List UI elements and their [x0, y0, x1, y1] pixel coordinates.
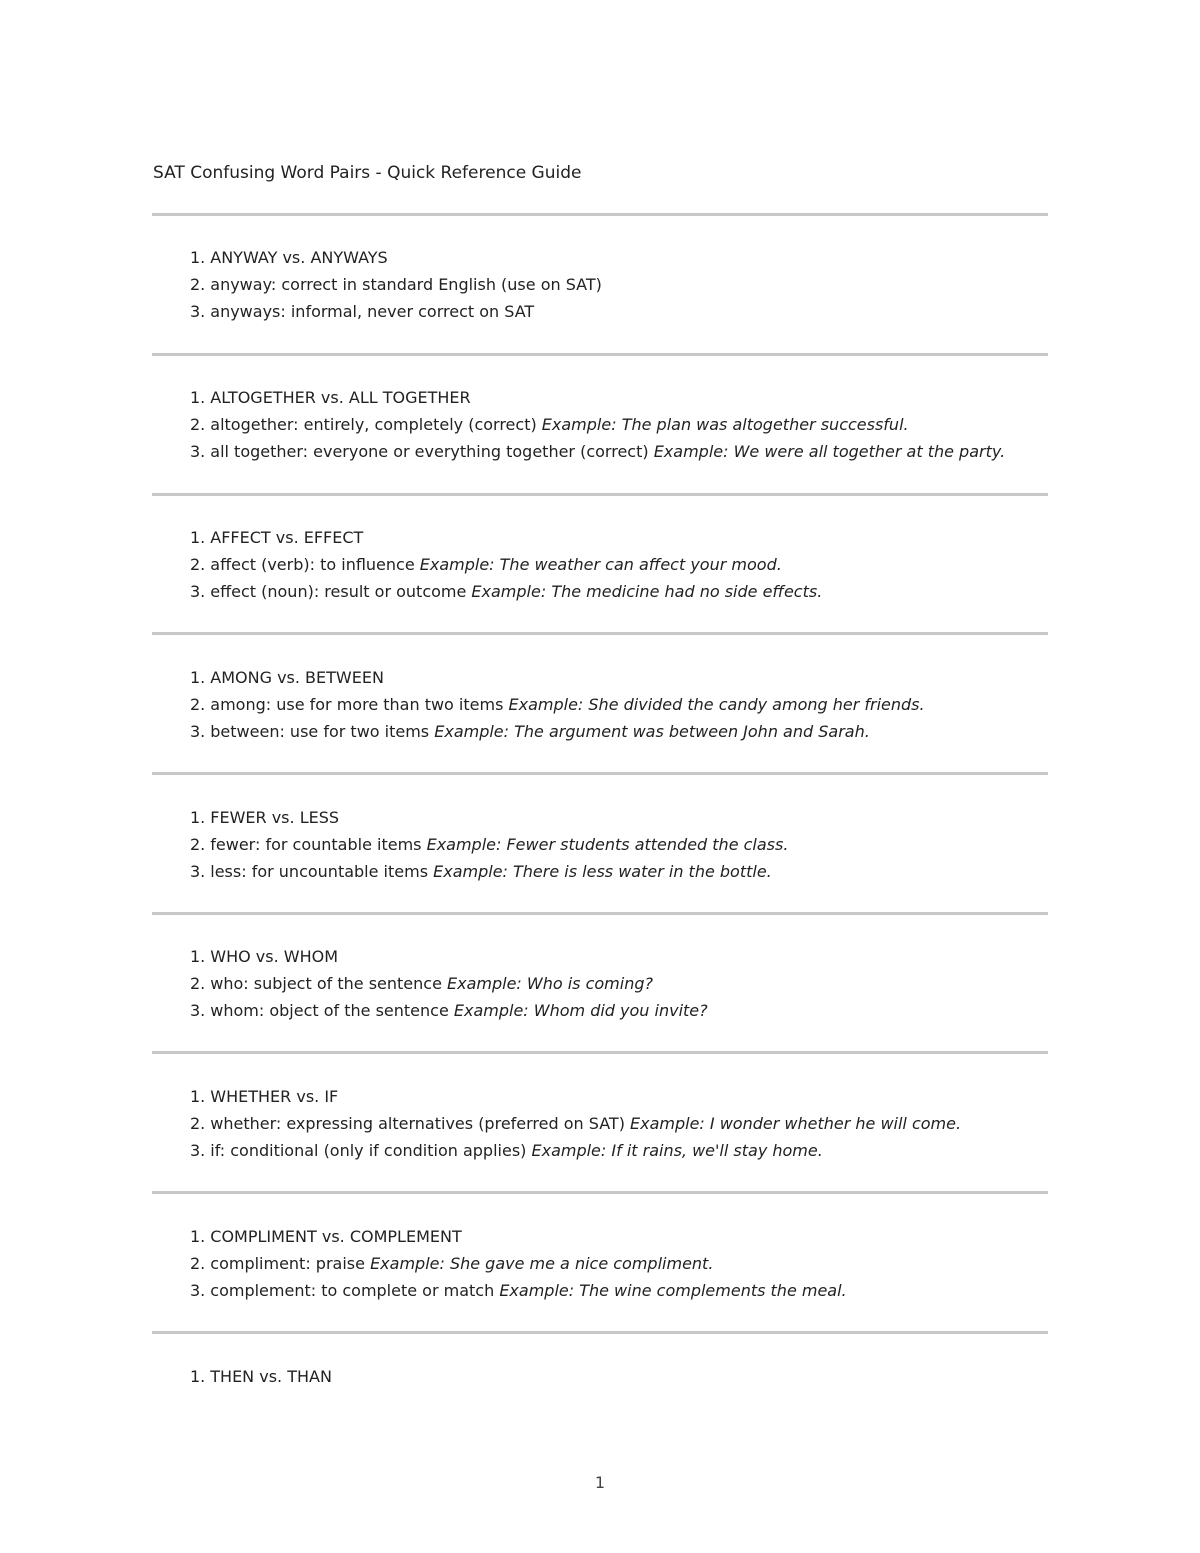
list-item: 3. less: for uncountable items Example: There is less water in the bottle. — [190, 861, 772, 881]
divider — [152, 772, 1048, 775]
list-item: 2. among: use for more than two items Example: She divided the candy among her friends. — [190, 694, 925, 714]
word-pair-section — [190, 1224, 1070, 1304]
list-item: 3. all together: everyone or everything together (correct) Example: We were all together at the party. — [190, 441, 1006, 461]
word-pair-section — [190, 245, 1070, 325]
example-text: Example: The weather can affect your mood. — [419, 554, 782, 574]
list-item: 2. anyway: correct in standard English (use on SAT) — [190, 274, 602, 294]
list-item: 3. effect (noun): result or outcome Example: The medicine had no side effects. — [190, 581, 823, 601]
word-pair-section — [190, 525, 1070, 605]
example-text: Example: I wonder whether he will come. — [630, 1113, 962, 1133]
word-pair-section — [190, 944, 1070, 1024]
list-item: 2. compliment: praise Example: She gave me a nice compliment. — [190, 1253, 714, 1273]
divider — [152, 1051, 1048, 1054]
example-text: Example: We were all together at the party. — [653, 441, 1006, 461]
example-text: Example: The plan was altogether successful. — [541, 414, 909, 434]
list-item: 3. between: use for two items Example: The argument was between John and Sarah. — [190, 721, 870, 741]
list-item: 1. AFFECT vs. EFFECT — [190, 528, 364, 547]
list-item: 2. whether: expressing alternatives (preferred on SAT) Example: I wonder whether he will come. — [190, 1113, 962, 1133]
list-item: 1. FEWER vs. LESS — [190, 808, 340, 827]
example-text: Example: The argument was between John and Sarah. — [434, 721, 870, 741]
divider — [152, 213, 1048, 216]
example-text: Example: She gave me a nice compliment. — [370, 1253, 714, 1273]
word-pair-section — [190, 665, 1070, 745]
list-item: 3. anyways: informal, never correct on SAT — [190, 301, 535, 321]
divider — [152, 1191, 1048, 1194]
word-pair-section — [190, 805, 1070, 885]
example-text: Example: Who is coming? — [447, 973, 653, 993]
word-pair-section — [190, 1364, 1070, 1391]
list-item: 1. ALTOGETHER vs. ALL TOGETHER — [190, 388, 471, 407]
page-number: 1 — [594, 1473, 606, 1492]
example-text: Example: The wine complements the meal. — [499, 1280, 847, 1300]
list-item: 1. ANYWAY vs. ANYWAYS — [190, 248, 388, 267]
word-pair-section — [190, 385, 1070, 465]
divider — [152, 1331, 1048, 1334]
example-text: Example: If it rains, we'll stay home. — [531, 1140, 823, 1160]
page-title: SAT Confusing Word Pairs - Quick Reference Guide — [153, 163, 582, 183]
divider — [152, 912, 1048, 915]
divider — [152, 493, 1048, 496]
example-text: Example: The medicine had no side effects. — [471, 581, 823, 601]
list-item: 2. who: subject of the sentence Example: Who is coming? — [190, 973, 653, 993]
list-item: 3. whom: object of the sentence Example: Whom did you invite? — [190, 1000, 708, 1020]
example-text: Example: There is less water in the bottle. — [433, 861, 772, 881]
divider — [152, 353, 1048, 356]
list-item: 1. WHETHER vs. IF — [190, 1087, 339, 1106]
list-item: 1. WHO vs. WHOM — [190, 947, 339, 966]
list-item: 1. THEN vs. THAN — [190, 1367, 332, 1386]
example-text: Example: Whom did you invite? — [453, 1000, 708, 1020]
list-item: 2. fewer: for countable items Example: Fewer students attended the class. — [190, 834, 789, 854]
divider — [152, 632, 1048, 635]
list-item: 3. if: conditional (only if condition applies) Example: If it rains, we'll stay home. — [190, 1140, 823, 1160]
word-pair-section — [190, 1084, 1070, 1164]
list-item: 1. AMONG vs. BETWEEN — [190, 668, 384, 687]
list-item: 2. altogether: entirely, completely (correct) Example: The plan was altogether successful. — [190, 414, 909, 434]
example-text: Example: She divided the candy among her friends. — [508, 694, 925, 714]
list-item: 3. complement: to complete or match Example: The wine complements the meal. — [190, 1280, 847, 1300]
list-item: 2. affect (verb): to influence Example: The weather can affect your mood. — [190, 554, 782, 574]
example-text: Example: Fewer students attended the class. — [426, 834, 789, 854]
list-item: 1. COMPLIMENT vs. COMPLEMENT — [190, 1227, 462, 1246]
